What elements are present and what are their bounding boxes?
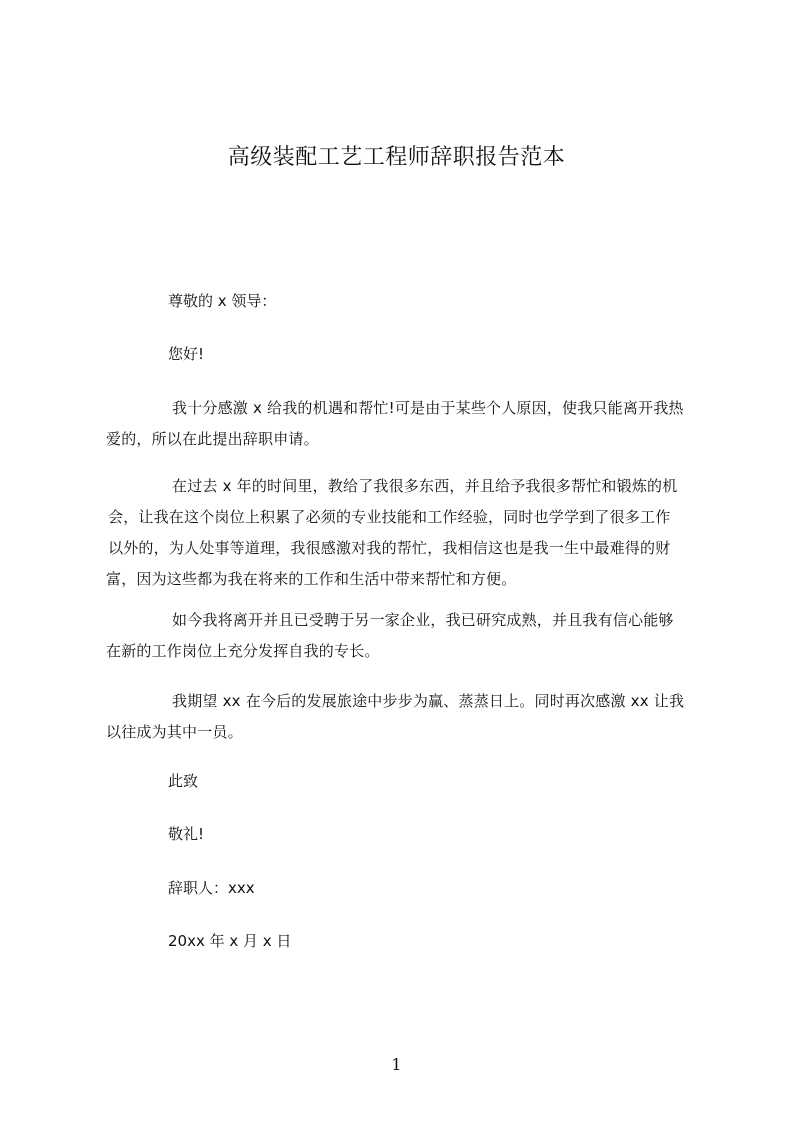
paragraph-line: 富，因为这些都为我在将来的工作和生活中带来帮忙和方便。 [106,570,517,588]
document-title: 高级装配工艺工程师辞职报告范本 [227,145,566,170]
paragraph-1 [106,393,706,455]
paragraph-3 [106,605,706,667]
paragraph-2 [106,471,706,595]
paragraph-4 [106,686,706,748]
paragraph-line: 在过去 x 年的时间里，教给了我很多东西，并且给予我很多帮忙和锻炼的机 [172,477,678,495]
paragraph-line: 以往成为其中一员。 [106,723,243,741]
greeting: 您好! [168,345,205,363]
paragraph-line: 我期望 xx 在今后的发展旅途中步步为赢、蒸蒸日上。同时再次感激 xx 让我 [172,692,685,710]
signature: 辞职人：xxx [168,879,255,897]
paragraph-line: 爱的，所以在此提出辞职申请。 [106,430,319,448]
paragraph-line: 会，让我在这个岗位上积累了必须的专业技能和工作经验，同时也学学到了很多工作 [108,508,671,526]
paragraph-line: 我十分感激 x 给我的机遇和帮忙!可是由于某些个人原因，使我只能离开我热 [172,399,684,417]
salutation: 尊敬的 x 领导： [168,292,277,310]
date: 20xx 年 x 月 x 日 [168,932,292,950]
paragraph-line: 如今我将离开并且已受聘于另一家企业，我已研究成熟，并且我有信心能够 [172,611,674,629]
paragraph-line: 以外的，为人处事等道理，我很感激对我的帮忙，我相信这也是我一生中最难得的财 [108,539,671,557]
paragraph-line: 在新的工作岗位上充分发挥自我的专长。 [106,642,380,660]
closing-line-2: 敬礼! [168,825,205,843]
closing-line-1: 此致 [168,772,199,790]
page-number: 1 [391,1055,402,1074]
